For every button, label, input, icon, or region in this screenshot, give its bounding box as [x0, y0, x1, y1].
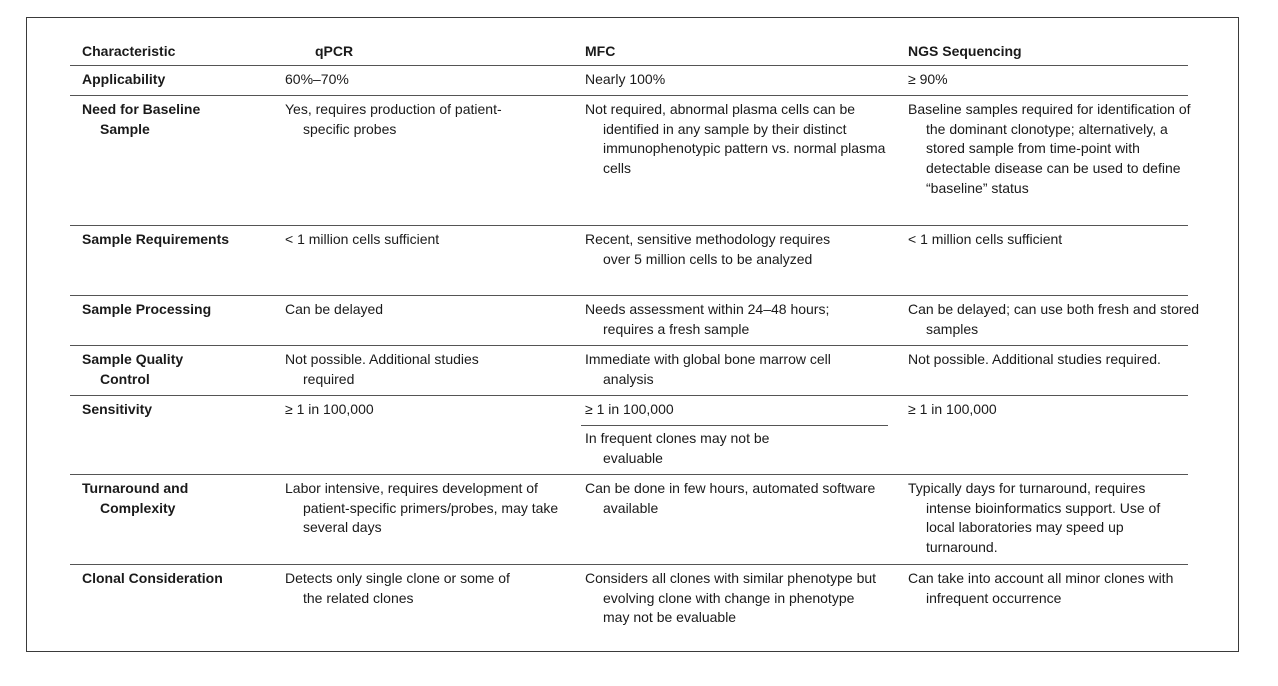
mfc-cell: Needs assessment within 24–48 hours; requires a fresh sample — [585, 301, 830, 337]
qpcr-cell: Not possible. Additional studies required — [285, 351, 479, 387]
header-characteristic: Characteristic — [82, 43, 176, 59]
table-row-sample-requirements — [70, 226, 1188, 296]
mfc-cell: ≥ 1 in 100,000 — [585, 401, 674, 417]
table-row-turnaround — [70, 475, 1188, 565]
ngs-cell: Baseline samples required for identification of the dominant clonotype; alternatively, a stored sample from time-point with detectable disease can be used to define “baseline” status — [908, 101, 1191, 196]
table-row-sample-processing — [70, 296, 1200, 346]
header-ngs: NGS Sequencing — [908, 43, 1022, 59]
row-label: Sample Processing — [82, 301, 212, 317]
row-label: Sensitivity — [82, 401, 153, 417]
table-header-row — [70, 37, 1188, 66]
qpcr-cell: Detects only single clone or some of the related clones — [285, 570, 510, 606]
ngs-cell: ≥ 90% — [908, 71, 948, 87]
row-label: Clonal Consideration — [82, 570, 223, 586]
qpcr-cell: Can be delayed — [285, 301, 384, 317]
mfc-sub-divider — [581, 425, 888, 426]
row-label: Sample Requirements — [82, 231, 230, 247]
mfc-cell: Considers all clones with similar phenotype but evolving clone with change in phenotype may not be evaluable — [585, 570, 877, 626]
table-row-sensitivity — [70, 396, 1188, 475]
mfc-cell: Immediate with global bone marrow cell analysis — [585, 351, 831, 387]
qpcr-cell: ≥ 1 in 100,000 — [285, 401, 374, 417]
row-label: Turnaround and Complexity — [82, 480, 189, 516]
table-row-quality-control — [70, 346, 1188, 396]
table-row-applicability — [70, 66, 1188, 96]
table-row-baseline — [70, 96, 1191, 226]
ngs-cell: < 1 million cells sufficient — [908, 231, 1063, 247]
mfc-cell: Can be done in few hours, automated software available — [585, 480, 876, 516]
ngs-cell: Can be delayed; can use both fresh and stored samples — [908, 301, 1200, 337]
row-label: Need for Baseline Sample — [82, 101, 201, 137]
mfc-cell: Not required, abnormal plasma cells can be identified in any sample by their distinct immunophenotypic pattern vs. normal plasma cells — [585, 101, 886, 177]
qpcr-cell: Labor intensive, requires development of patient-specific primers/probes, may take several days — [285, 480, 559, 536]
ngs-cell: Typically days for turnaround, requires intense bioinformatics support. Use of local laboratories may speed up turnaround. — [908, 480, 1161, 556]
comparison-table — [70, 37, 1200, 655]
ngs-cell: ≥ 1 in 100,000 — [908, 401, 997, 417]
row-label: Applicability — [82, 71, 166, 87]
qpcr-cell: Yes, requires production of patient-specific probes — [285, 101, 502, 137]
mfc-cell: Recent, sensitive methodology requires over 5 million cells to be analyzed — [585, 231, 831, 267]
qpcr-cell: 60%–70% — [285, 71, 349, 87]
ngs-cell: Can take into account all minor clones with infrequent occurrence — [908, 570, 1174, 606]
mfc-note-cell: In frequent clones may not be evaluable — [585, 430, 770, 466]
table-row-clonal — [70, 565, 1188, 655]
qpcr-cell: < 1 million cells sufficient — [285, 231, 440, 247]
header-qpcr: qPCR — [315, 43, 354, 59]
ngs-cell: Not possible. Additional studies required. — [908, 351, 1161, 367]
header-mfc: MFC — [585, 43, 616, 59]
row-label: Sample Quality Control — [82, 351, 184, 387]
mfc-cell: Nearly 100% — [585, 71, 666, 87]
